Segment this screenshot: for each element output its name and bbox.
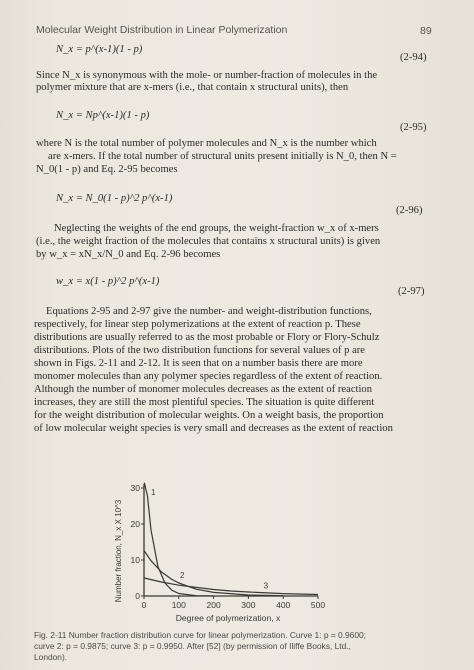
equation-number-2-94: (2-94) — [400, 52, 427, 63]
paragraph-line: (i.e., the weight fraction of the molecules that contains x structural units) is given — [36, 236, 381, 247]
y-tick-label: 20 — [130, 519, 140, 529]
equation-2-96: N_x = N_0(1 - p)^2 p^(x-1) — [56, 193, 173, 204]
y-tick-label: 0 — [135, 591, 140, 601]
equation-2-97: w_x = x(1 - p)^2 p^(x-1) — [56, 276, 160, 287]
equation-number-2-95: (2-95) — [400, 122, 427, 133]
paragraph-line: Equations 2-95 and 2-97 give the number- and weight-distribution functions, — [46, 306, 372, 317]
equation-2-95: N_x = Np^(x-1)(1 - p) — [56, 110, 150, 121]
equation-number-2-96: (2-96) — [396, 205, 423, 216]
series-label-2: 2 — [180, 571, 185, 581]
paragraph-line: by w_x = xN_x/N_0 and Eq. 2-96 becomes — [36, 249, 221, 260]
paragraph-line: increases, they are still the most plentiful species. The situation is quite different — [34, 397, 375, 408]
x-tick-label: 500 — [310, 600, 326, 610]
figure-caption — [34, 630, 446, 663]
x-tick-label: 200 — [206, 600, 221, 610]
page-number: 89 — [420, 25, 432, 37]
chart-series — [144, 483, 318, 596]
paragraph-line: are x-mers. If the total number of structural units present initially is N_0, then N = — [48, 151, 397, 162]
x-axis-label: Degree of polymerization, x — [175, 613, 281, 623]
equation-number-2-97: (2-97) — [398, 286, 425, 297]
paragraph-line: N_0(1 - p) and Eq. 2-95 becomes — [36, 164, 178, 175]
series-curve-1 — [144, 483, 213, 596]
paragraph-line: for the weight distribution of molecular weights. On a weight basis, the proportion — [34, 410, 384, 421]
paragraph-line: respectively, for linear step polymerizations at the extent of reaction p. These — [34, 319, 361, 330]
paragraph-line: monomer molecules than any polymer species regardless of the extent of reaction. — [34, 371, 383, 382]
y-axis-label: Number fraction, N_x X 10^3 — [114, 499, 123, 603]
y-tick-label: 10 — [130, 555, 140, 565]
caption-line: London). — [34, 652, 68, 662]
y-tick-label: 30 — [130, 483, 140, 493]
paragraph-line: Since N_x is synonymous with the mole- or number-fraction of molecules in the — [36, 70, 378, 81]
paragraph-line: of low molecular weight species is very small and decreases as the extent of reaction — [34, 423, 393, 434]
caption-line: Fig. 2-11 Number fraction distribution curve for linear polymerization. Curve 1: p = 0.9600; — [34, 630, 366, 640]
paragraph-line: distributions are usually referred to as the most probable or Flory or Flory-Schulz — [34, 332, 380, 343]
paragraph-line: Neglecting the weights of the end groups, the weight-fraction w_x of x-mers — [54, 223, 379, 234]
running-title: Molecular Weight Distribution in Linear Polymerization — [36, 24, 288, 36]
paragraph-line: where N is the total number of polymer molecules and N_x is the number which — [36, 138, 377, 149]
x-tick-label: 300 — [241, 600, 256, 610]
paragraph-line: shown in Figs. 2-11 and 2-12. It is seen that on a number basis there are more — [34, 358, 363, 369]
chart-axes — [144, 484, 318, 596]
x-ticks — [142, 596, 326, 610]
x-tick-label: 400 — [276, 600, 291, 610]
y-ticks — [131, 483, 144, 601]
equation-2-94: N_x = p^(x-1)(1 - p) — [56, 44, 143, 55]
paragraph-line: distributions. Plots of the two distribution functions for several values of p are — [34, 345, 366, 356]
paragraph-line: polymer mixture that are x-mers (i.e., that contain x structural units), then — [36, 82, 349, 93]
series-curve-3 — [144, 578, 318, 595]
x-tick-label: 0 — [141, 600, 147, 610]
series-labels — [151, 488, 268, 591]
series-label-1: 1 — [151, 487, 156, 497]
x-tick-label: 100 — [171, 600, 186, 610]
paragraph-line: Although the number of monomer molecules decreases as the extent of reaction — [34, 384, 373, 395]
caption-line: curve 2: p = 0.9875; curve 3: p = 0.9950. After [52] (by permission of Iliffe Books, Ltd., — [34, 641, 351, 651]
series-label-3: 3 — [263, 581, 269, 591]
